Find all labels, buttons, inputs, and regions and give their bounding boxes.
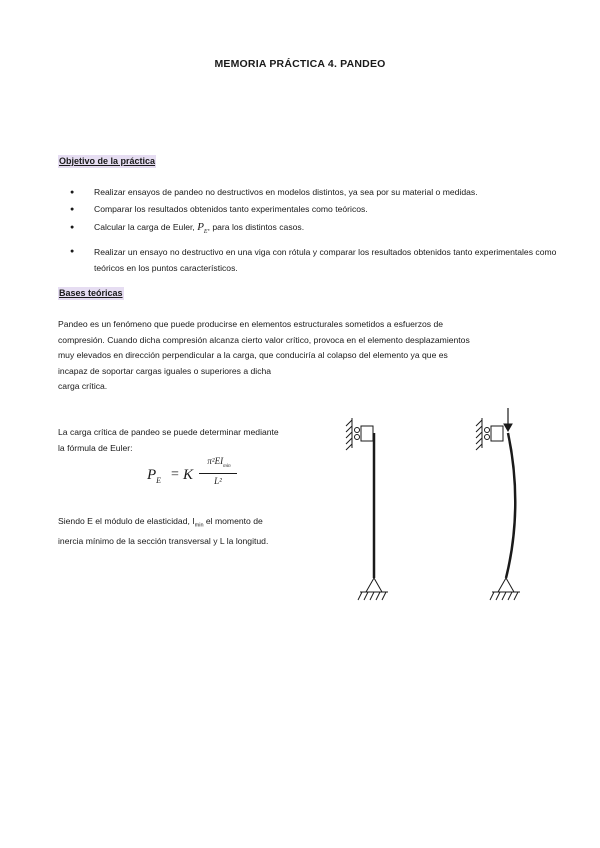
straight-column-figure [346,418,388,600]
objective-list [58,184,558,276]
euler-load-symbol: $P_E$ [197,221,208,236]
objective-heading: Objetivo de la práctica [59,156,156,166]
list-item: ● Realizar un ensayo no destructivo en una viga con rótula y comparar los resultados obtenidos tanto experimentales como teóricos en los puntos característicos. [58,244,558,276]
list-item: ● Calcular la carga de Euler, $P_E$, para los distintos casos. [58,218,558,242]
list-item: ● Realizar ensayos de pandeo no destructivos en modelos distintos, ya sea por su material o medidas. [58,184,558,201]
buckled-column-figure [476,408,520,600]
definitions-paragraph: Siendo E el módulo de elasticidad, $I_{min}$ el momento de inercia mínimo de la sección transversal y L la longitud. [58,516,269,547]
document-title: MEMORIA PRÁCTICA 4. PANDEO [214,58,386,70]
buckling-column-diagram [340,400,540,610]
euler-intro-paragraph: La carga crítica de pandeo se puede determinar mediante la fórmula de Euler: [58,427,279,453]
theory-heading: Bases teóricas [59,288,123,298]
euler-formula: $P_E$ = K $\pi^2EI_{min}$ L² [147,456,287,496]
list-item: ● Comparar los resultados obtenidos tanto experimentales como teóricos. [58,201,558,218]
theory-paragraph: Pandeo es un fenómeno que puede producirse en elementos estructurales sometidos a esfuerzos de compresión. Cuando dicha compresión alcanza cierto valor crítico, provoca en el elemento desplazamientos muy elevados en dirección perpendicular a la carga, que conduciría al colapso del elemento ya que es incapaz de soportar cargas iguales o superiores a dicha carga crítica. [58,319,470,391]
